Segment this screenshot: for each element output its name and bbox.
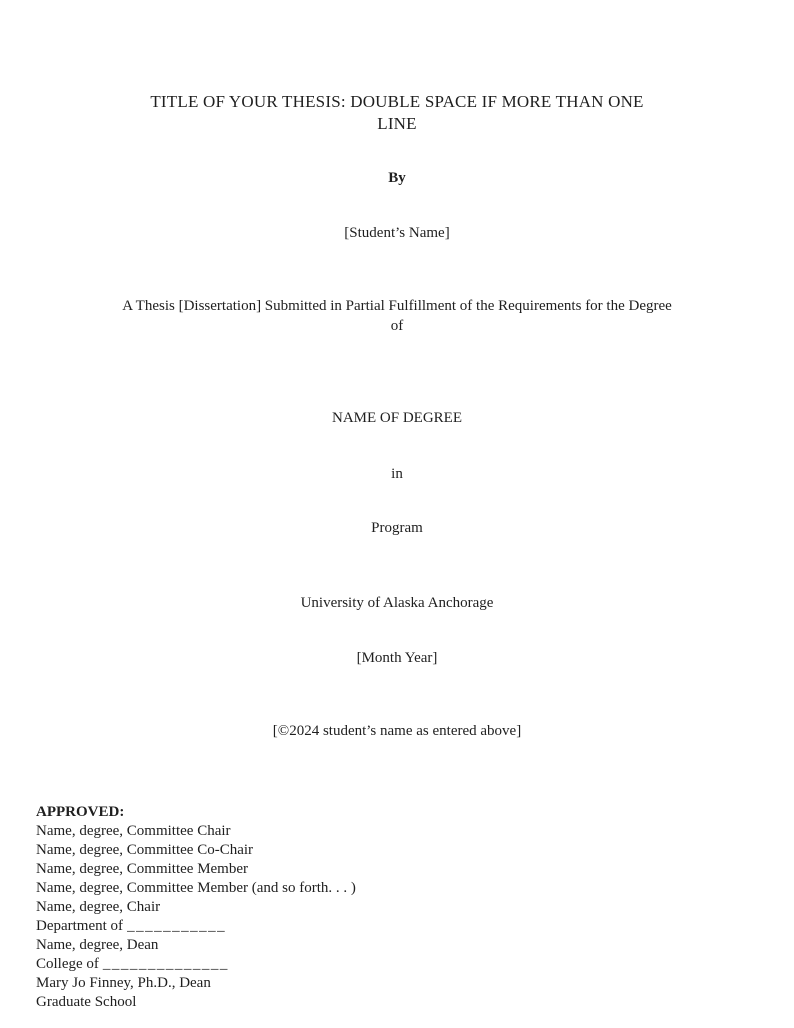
approval-line-committee-member-etc: Name, degree, Committee Member (and so forth. . . ) [36, 880, 356, 896]
submission-statement [0, 297, 794, 336]
approval-block [36, 803, 356, 1012]
month-year: [Month Year] [356, 650, 438, 666]
university-name: University of Alaska Anchorage [300, 595, 494, 611]
department-label: Department of [36, 918, 124, 934]
approval-line-committee-member: Name, degree, Committee Member [36, 861, 249, 877]
college-line [36, 955, 356, 974]
college-blank-underline: ______________ [102, 956, 229, 972]
submission-statement-line-2: of [390, 317, 404, 334]
by-label: By [388, 170, 406, 186]
thesis-title [0, 91, 794, 134]
college-label: College of [36, 956, 99, 972]
approval-line-committee-co-chair: Name, degree, Committee Co-Chair [36, 842, 254, 858]
approval-line-committee-chair: Name, degree, Committee Chair [36, 823, 231, 839]
approval-line-chair: Name, degree, Chair [36, 899, 161, 915]
approval-line-dean: Name, degree, Dean [36, 937, 159, 953]
in-label: in [391, 466, 403, 482]
graduate-dean-line: Mary Jo Finney, Ph.D., Dean [36, 975, 211, 991]
copyright-line: [©2024 student’s name as entered above] [272, 723, 522, 739]
approved-heading: APPROVED: [36, 804, 125, 820]
department-blank-underline: ___________ [127, 918, 227, 934]
student-name: [Student’s Name] [344, 225, 450, 241]
graduate-school-line: Graduate School [36, 994, 137, 1010]
thesis-title-line-2: LINE [377, 113, 417, 133]
thesis-title-line-1: TITLE OF YOUR THESIS: DOUBLE SPACE IF MORE THAN ONE [150, 92, 644, 111]
program-name: Program [371, 520, 423, 536]
submission-statement-line-1: A Thesis [Dissertation] Submitted in Partial Fulfillment of the Requirements for the Degree [122, 298, 672, 314]
department-line [36, 917, 356, 936]
degree-name: NAME OF DEGREE [332, 410, 462, 426]
